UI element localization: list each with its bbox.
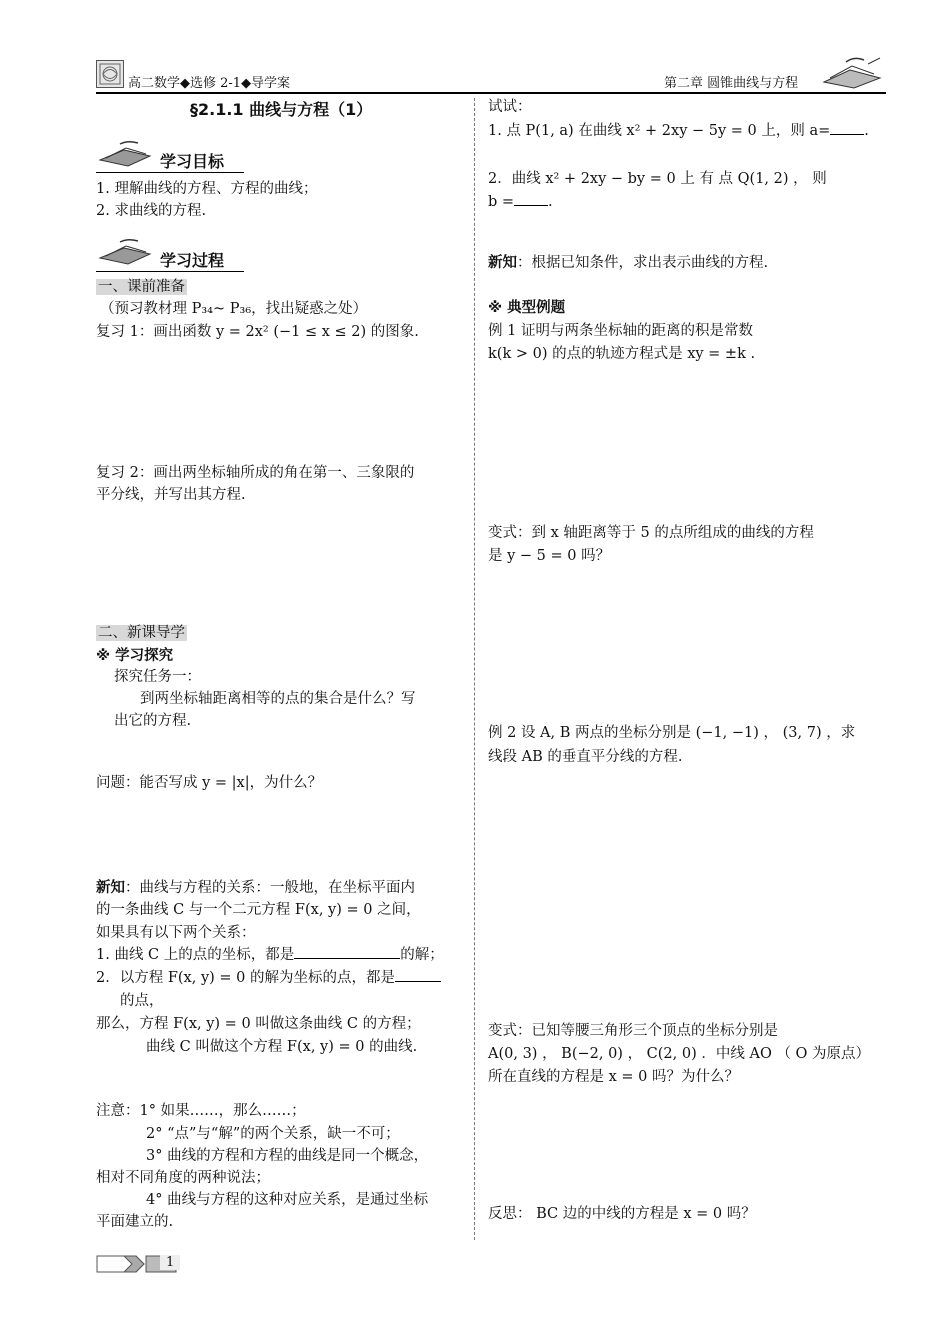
- task-1-line1: 到两坐标轴距离相等的点的集合是什么？写: [140, 691, 416, 707]
- note-3-line1: 3° 曲线的方程和方程的曲线是同一个概念，: [146, 1148, 429, 1164]
- note-4-line1: 4° 曲线与方程的这种对应关系，是通过坐标: [146, 1192, 429, 1208]
- newknow-line1: 新知：曲线与方程的关系：一般地，在坐标平面内: [96, 880, 415, 896]
- header-logo: [96, 60, 124, 88]
- note-1: 注意：1° 如果……，那么……；: [96, 1103, 306, 1119]
- header-left: 高二数学◆选修 2-1◆导学案: [128, 76, 291, 91]
- try-2-line2: b = .: [488, 191, 553, 213]
- goal-2: 2. 求曲线的方程.: [96, 203, 207, 219]
- variant-1-line1: 变式：到 x 轴距离等于 5 的点所组成的曲线的方程: [488, 525, 814, 541]
- newknow-2: 新知：根据已知条件，求出表示曲线的方程.: [488, 255, 769, 271]
- try-2-line1: 2．曲线 x² + 2xy − by = 0 上 有 点 Q(1, 2) ， 则: [488, 171, 827, 187]
- header-rule: [96, 92, 886, 94]
- fill-blank[interactable]: [395, 967, 441, 982]
- part1-heading: 一、课前准备: [98, 279, 185, 295]
- task-1: 探究任务一：: [114, 669, 201, 685]
- relation-2-cont: 的点，: [120, 993, 164, 1009]
- then-2: 曲线 C 叫做这个方程 F(x, y) = 0 的曲线.: [146, 1039, 418, 1055]
- variant-1-line2: 是 y − 5 = 0 吗？: [488, 548, 611, 564]
- variant-2-line3: 所在直线的方程是 x = 0 吗？为什么？: [488, 1069, 739, 1085]
- relation-1: 1. 曲线 C 上的点的坐标，都是 的解；: [96, 944, 444, 966]
- variant-2-line2: A(0, 3) ， B(−2, 0) ， C(2, 0) ．中线 AO （ O 为原点）: [488, 1046, 871, 1062]
- process-heading: 学习过程: [160, 251, 225, 270]
- examples-heading: ※ 典型例题: [488, 300, 566, 316]
- column-divider: [474, 98, 475, 1240]
- header-book-icon: [820, 56, 884, 94]
- example-1-line2: k(k > 0) 的点的轨迹方程式是 xy = ±k .: [488, 346, 756, 362]
- book-pen-icon: [98, 140, 154, 172]
- note-2: 2° “点”与“解”的两个关系，缺一不可；: [146, 1126, 400, 1142]
- review-1: 复习 1：画出函数 y = 2x² (−1 ≤ x ≤ 2) 的图象.: [96, 324, 419, 340]
- note-3-line2: 相对不同角度的两种说法；: [96, 1170, 270, 1186]
- fill-blank[interactable]: [294, 944, 400, 959]
- note-4-line2: 平面建立的.: [96, 1214, 174, 1230]
- reflection: 反思： BC 边的中线的方程是 x = 0 吗？: [488, 1206, 756, 1222]
- newknow-line3: 如果具有以下两个关系：: [96, 925, 256, 941]
- variant-2-line1: 变式：已知等腰三角形三个顶点的坐标分别是: [488, 1023, 778, 1039]
- goals-rule: [96, 172, 244, 173]
- lesson-title: §2.1.1 曲线与方程（1）: [190, 100, 373, 119]
- fill-blank[interactable]: [514, 191, 548, 206]
- review-2-line1: 复习 2：画出两坐标轴所成的角在第一、三象限的: [96, 465, 415, 481]
- then-1: 那么，方程 F(x, y) = 0 叫做这条曲线 C 的方程；: [96, 1016, 421, 1032]
- part2-heading: 二、新课导学: [98, 625, 185, 641]
- goal-1: 1. 理解曲线的方程、方程的曲线；: [96, 181, 318, 197]
- preview-note: （预习教材理 P₃₄~ P₃₆，找出疑惑之处）: [100, 301, 368, 317]
- task-1-line2: 出它的方程.: [114, 713, 192, 729]
- try-heading: 试试：: [488, 99, 532, 115]
- try-1: 1. 点 P(1, a) 在曲线 x² + 2xy − 5y = 0 上，则 a= .: [488, 120, 869, 142]
- page-number: 1: [160, 1255, 180, 1270]
- goals-heading: 学习目标: [160, 152, 225, 171]
- explore-heading: ※ 学习探究: [96, 648, 174, 664]
- relation-2: 2．以方程 F(x, y) = 0 的解为坐标的点，都是: [96, 967, 441, 989]
- example-1-line1: 例 1 证明与两条坐标轴的距离的积是常数: [488, 323, 753, 339]
- fill-blank[interactable]: [830, 120, 864, 135]
- process-rule: [96, 271, 244, 272]
- header-right: 第二章 圆锥曲线与方程: [664, 76, 799, 91]
- newknow-line2: 的一条曲线 C 与一个二元方程 F(x, y) = 0 之间，: [96, 902, 421, 918]
- book-pen-icon: [98, 238, 154, 270]
- question: 问题：能否写成 y = |x|，为什么？: [96, 775, 323, 791]
- review-2-line2: 平分线，并写出其方程.: [96, 487, 246, 503]
- example-2-line1: 例 2 设 A, B 两点的坐标分别是 (−1, −1) ， (3, 7) ，求: [488, 725, 856, 741]
- logo-icon: [97, 61, 123, 87]
- example-2-line2: 线段 AB 的垂直平分线的方程.: [488, 749, 683, 765]
